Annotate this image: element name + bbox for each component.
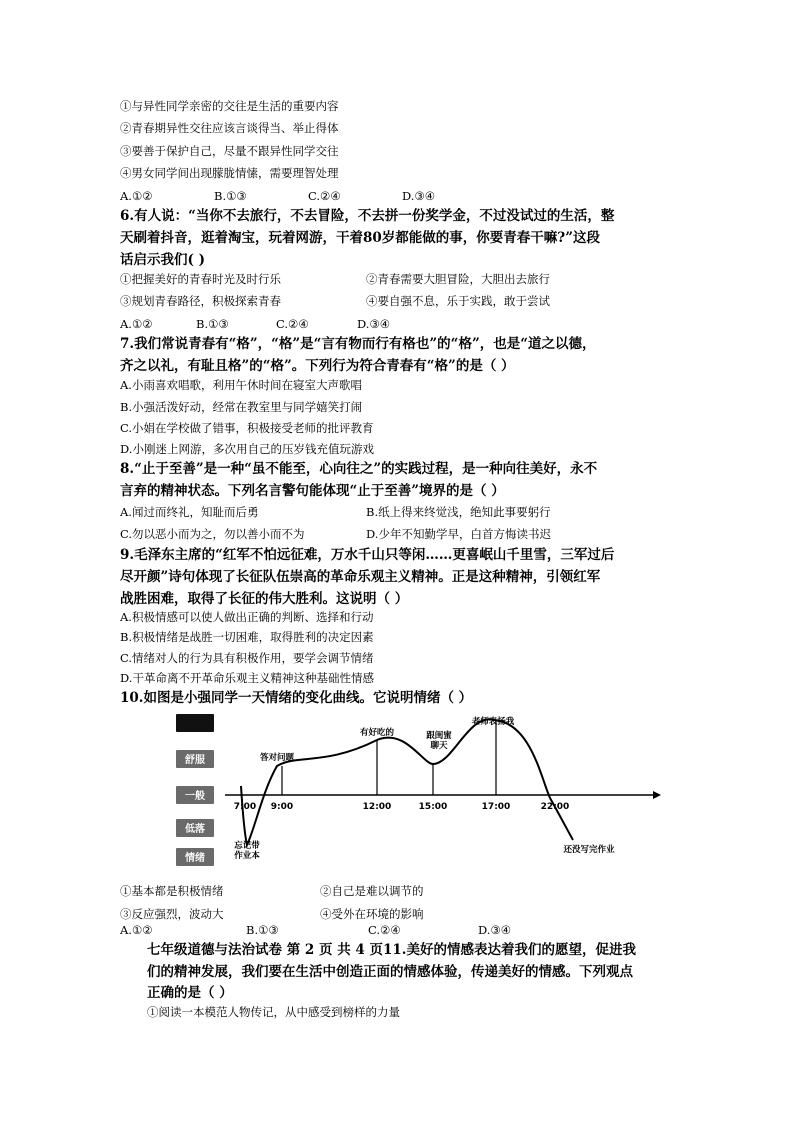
q6-stem-line-1: 6.有人说：“当你不去旅行，不去冒险，不去拼一份奖学金，不过没试过的生活，整 [120,208,615,224]
annotation: 老师表扬我 [471,717,515,727]
q7-option-a[interactable]: A.小雨喜欢唱歌，利用午休时间在寝室大声歌唱 [120,378,362,392]
level-label: 情绪 [185,853,205,864]
annotation: 聊天 [430,741,448,751]
x-tick-label: 7:00 [233,802,257,812]
x-tick-label: 9:00 [270,802,294,812]
q5-statement-1: ①与异性同学亲密的交往是生活的重要内容 [120,99,339,113]
level-box [176,714,214,732]
q7-option-c[interactable]: C.小娟在学校做了错事，积极接受老师的批评教育 [120,421,374,435]
q8-option-d[interactable]: D.少年不知勤学早，白首方悔读书迟 [366,527,551,541]
x-tick-label: 22:00 [540,802,570,812]
level-label: 低落 [185,824,205,835]
annotation: 作业本 [234,851,260,861]
q8-option-b[interactable]: B.纸上得来终觉浅，绝知此事要躬行 [366,505,551,519]
option-b[interactable]: B.①③ [196,317,229,331]
q10-statement-1: ①基本都是积极情绪 [120,884,224,898]
q9-option-d[interactable]: D.干革命离不开革命乐观主义精神这种基础性情感 [120,671,374,685]
q10-statement-3: ③反应强烈，波动大 [120,907,224,921]
annotation: 有好吃的 [359,728,395,738]
option-c[interactable]: C.②④ [276,317,309,331]
annotation: 跟闺蜜 [426,731,452,741]
x-tick-label: 12:00 [362,802,392,812]
option-c[interactable]: C.②④ [308,189,341,203]
q9-stem-line-1: 9.毛泽东主席的“红军不怕远征难，万水千山只等闲……更喜岷山千里雪，三军过后 [120,547,615,563]
q6-statement-3: ③规划青春路径，积极探索青春 [120,294,281,308]
x-axis-arrow [653,791,661,799]
q7-stem-line-1: 7.我们常说青春有“格”，“格”是“言有物而行有格也”的“格”，也是“道之以德， [120,336,596,352]
mood-chart [165,708,665,868]
annotation: 忘记带 [234,841,260,851]
option-a[interactable]: A.①② [120,923,153,937]
q9-option-a[interactable]: A.积极情感可以使人做出正确的判断、选择和行动 [120,610,374,624]
q6-statement-2: ②青春需要大胆冒险，大胆出去旅行 [366,272,550,286]
q10-statement-2: ②自己是难以调节的 [320,884,424,898]
option-a[interactable]: A.①② [120,317,153,331]
option-c[interactable]: C.②④ [368,923,401,937]
q8-stem-line-1: 8.“止于至善”是一种“虽不能至，心向往之”的实践过程，是一种向往美好，永不 [120,461,598,477]
level-label: 一般 [185,791,205,802]
q11-stem-line-3: 正确的是（ ） [147,985,233,1001]
q10-statement-4: ④受外在环境的影响 [320,907,424,921]
q9-option-c[interactable]: C.情绪对人的行为具有积极作用，要学会调节情绪 [120,651,374,665]
q10-stem: 10.如图是小强同学一天情绪的变化曲线。它说明情绪（ ） [120,690,473,706]
q6-statement-4: ④要自强不息，乐于实践，敢于尝试 [366,294,550,308]
page-footer-q11-line-1: 七年级道德与法治试卷 第 2 页 共 4 页11.美好的情感表达着我们的愿望，促进我 [147,942,636,958]
q8-option-a[interactable]: A.闻过而终礼，知耻而后勇 [120,505,259,519]
q6-stem-line-2: 天刷着抖音，逛着淘宝，玩着网游，干着80岁都能做的事，你要青春干嘛?”这段 [120,230,600,246]
q9-option-b[interactable]: B.积极情绪是战胜一切困难，取得胜利的决定因素 [120,630,374,644]
option-b[interactable]: B.①③ [214,189,247,203]
annotation: 答对问题 [259,753,295,763]
x-tick-label: 17:00 [481,802,511,812]
option-d[interactable]: D.③④ [402,189,436,203]
q11-statement-1: ①阅读一本模范人物传记，从中感受到榜样的力量 [147,1005,400,1019]
q7-option-b[interactable]: B.小强活泼好动，经常在教室里与同学嬉笑打闹 [120,400,363,414]
option-a[interactable]: A.①② [120,189,153,203]
annotation: 还没写完作业 [563,845,615,855]
q9-stem-line-2: 尽开颜”诗句体现了长征队伍崇高的革命乐观主义精神。正是这种精神，引领红军 [120,569,601,585]
q7-stem-line-2: 齐之以礼，有耻且格”的“格”。下列行为符合青春有“格”的是（ ） [120,358,515,374]
q5-statement-3: ③要善于保护自己，尽量不跟异性同学交往 [120,144,339,158]
q8-stem-line-2: 言弃的精神状态。下列名言警句能体现“止于至善”境界的是（ ） [120,483,505,499]
q6-stem-line-3: 话启示我们( ) [120,252,205,268]
level-label: 舒服 [185,755,205,766]
option-d[interactable]: D.③④ [478,923,512,937]
mood-curve [241,719,573,845]
q6-statement-1: ①把握美好的青春时光及时行乐 [120,272,281,286]
q7-option-d[interactable]: D.小刚迷上网游，多次用自己的压岁钱充值玩游戏 [120,442,374,456]
q5-statement-2: ②青春期异性交往应该言谈得当、举止得体 [120,121,339,135]
q8-option-c[interactable]: C.勿以恶小而为之，勿以善小而不为 [120,527,305,541]
option-b[interactable]: B.①③ [246,923,279,937]
x-tick-label: 15:00 [418,802,448,812]
q9-stem-line-3: 战胜困难，取得了长征的伟大胜利。这说明（ ） [120,591,409,607]
option-d[interactable]: D.③④ [357,317,391,331]
q11-stem-line-2: 们的精神发展，我们要在生活中创造正面的情感体验，传递美好的情感。下列观点 [147,964,633,980]
q5-statement-4: ④男女同学间出现朦胧情愫，需要理智处理 [120,166,339,180]
